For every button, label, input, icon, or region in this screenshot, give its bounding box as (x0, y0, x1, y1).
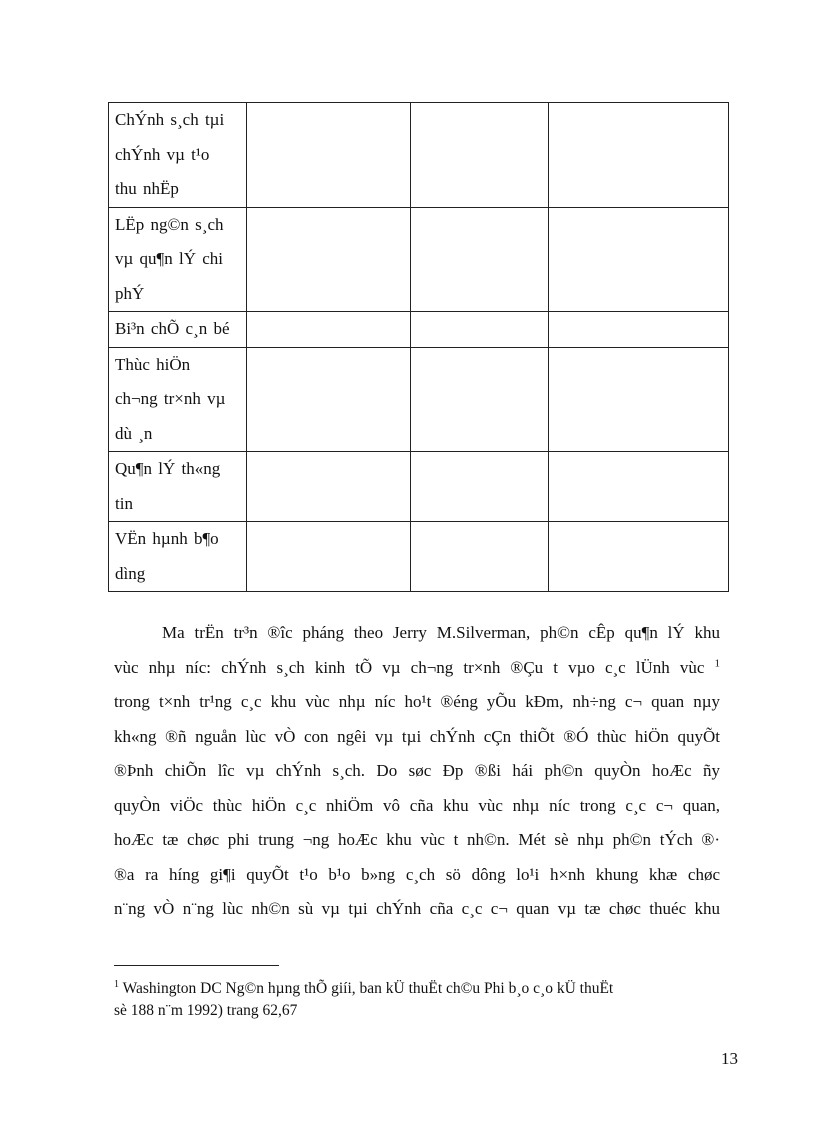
row-label-cell (109, 312, 247, 348)
footnote-marker: 1 (114, 978, 119, 990)
empty-cell (247, 347, 411, 452)
empty-cell (411, 312, 549, 348)
paragraph-line: hoÆc tæ chøc phi trung ¬ng hoÆc khu vùc t nh©n. Mét sè nhµ ph©n tÝch ®· (114, 830, 720, 849)
cell-line: tin (115, 493, 133, 513)
table-row (109, 312, 729, 348)
footnote-line: Washington DC Ng©n hµng thÕ giíi, ban kÜ thuËt ch©u Phi b¸o c¸o kÜ thuËt (122, 980, 614, 997)
empty-cell (411, 347, 549, 452)
empty-cell (549, 207, 729, 312)
empty-cell (549, 522, 729, 592)
empty-cell (247, 522, 411, 592)
table-row (109, 207, 729, 312)
cell-line: Bi³n chÕ c¸n bé (115, 319, 230, 338)
row-label-cell (109, 522, 247, 592)
paragraph-line: quyÒn viÖc thùc hiÖn c¸c nhiÖm vô cña khu vùc nhµ níc trong c¸c c¬ quan, (114, 795, 720, 815)
cell-line: ch¬ng tr×nh vµ (115, 389, 226, 408)
cell-line: chÝnh vµ t¹o (115, 144, 210, 164)
table-row (109, 522, 729, 592)
cell-line: thu nhËp (115, 179, 179, 198)
empty-cell (247, 103, 411, 208)
table-row (109, 452, 729, 522)
empty-cell (247, 452, 411, 522)
cell-line: dù ¸n (115, 423, 153, 443)
paragraph-line: n¨ng vÒ n¨ng lùc nh©n sù vµ tµi chÝnh cña c¸c c¬ quan vµ tæ chøc thuéc khu (114, 899, 720, 918)
cell-line: dìng (115, 563, 146, 583)
footnote-reference[interactable]: 1 (714, 656, 721, 669)
cell-line: phÝ (115, 283, 145, 303)
row-label-cell (109, 207, 247, 312)
matrix-table (108, 102, 729, 592)
empty-cell (411, 452, 549, 522)
paragraph-line: Ma trËn tr³n ®îc pháng theo Jerry M.Silverman, ph©n cÊp qu¶n lÝ khu (162, 623, 720, 642)
cell-line: vµ qu¶n lÝ chi (115, 249, 224, 268)
empty-cell (411, 522, 549, 592)
empty-cell (549, 347, 729, 452)
row-label-cell (109, 347, 247, 452)
empty-cell (411, 207, 549, 312)
empty-cell (549, 103, 729, 208)
footnote-line: sè 188 n¨m 1992) trang 62,67 (114, 1002, 298, 1019)
empty-cell (411, 103, 549, 208)
cell-line: Qu¶n lÝ th«ng (115, 459, 221, 478)
footnote (114, 978, 720, 1022)
cell-line: VËn hµnh b¶o (115, 529, 219, 548)
paragraph-line: ®a ra híng gi¶i quyÕt t¹o b¹o b»ng c¸ch sö dông lo¹i h×nh khung khæ chøc (114, 864, 720, 884)
paragraph-line (114, 651, 720, 686)
page-number: 13 (721, 1049, 738, 1068)
footnote-separator (114, 965, 279, 966)
empty-cell (247, 207, 411, 312)
empty-cell (549, 452, 729, 522)
body-paragraph (114, 616, 720, 927)
table-row (109, 103, 729, 208)
row-label-cell (109, 452, 247, 522)
table-row (109, 347, 729, 452)
paragraph-line-text: vùc nhµ níc: chÝnh s¸ch kinh tÕ vµ ch¬ng tr×nh ®Çu t vµo c¸c lÜnh vùc (114, 657, 705, 677)
paragraph-line: trong t×nh tr¹ng c¸c khu vùc nhµ níc ho¹t ®éng yÕu kÐm, nh÷ng c¬ quan nµy (114, 692, 720, 711)
cell-line: ChÝnh s¸ch tµi (115, 110, 225, 129)
paragraph-line: kh«ng ®ñ nguån lùc vÒ con ngêi vµ tµi chÝnh cÇn thiÕt ®Ó thùc hiÖn quyÕt (114, 726, 720, 746)
empty-cell (549, 312, 729, 348)
paragraph-line: ®Þnh chiÕn lîc vµ chÝnh s¸ch. Do søc Ðp ®ßi hái ph©n quyÒn hoÆc ñy (114, 761, 720, 780)
empty-cell (247, 312, 411, 348)
row-label-cell (109, 103, 247, 208)
cell-line: Thùc hiÖn (115, 354, 191, 374)
cell-line: LËp ng©n s¸ch (115, 214, 224, 234)
